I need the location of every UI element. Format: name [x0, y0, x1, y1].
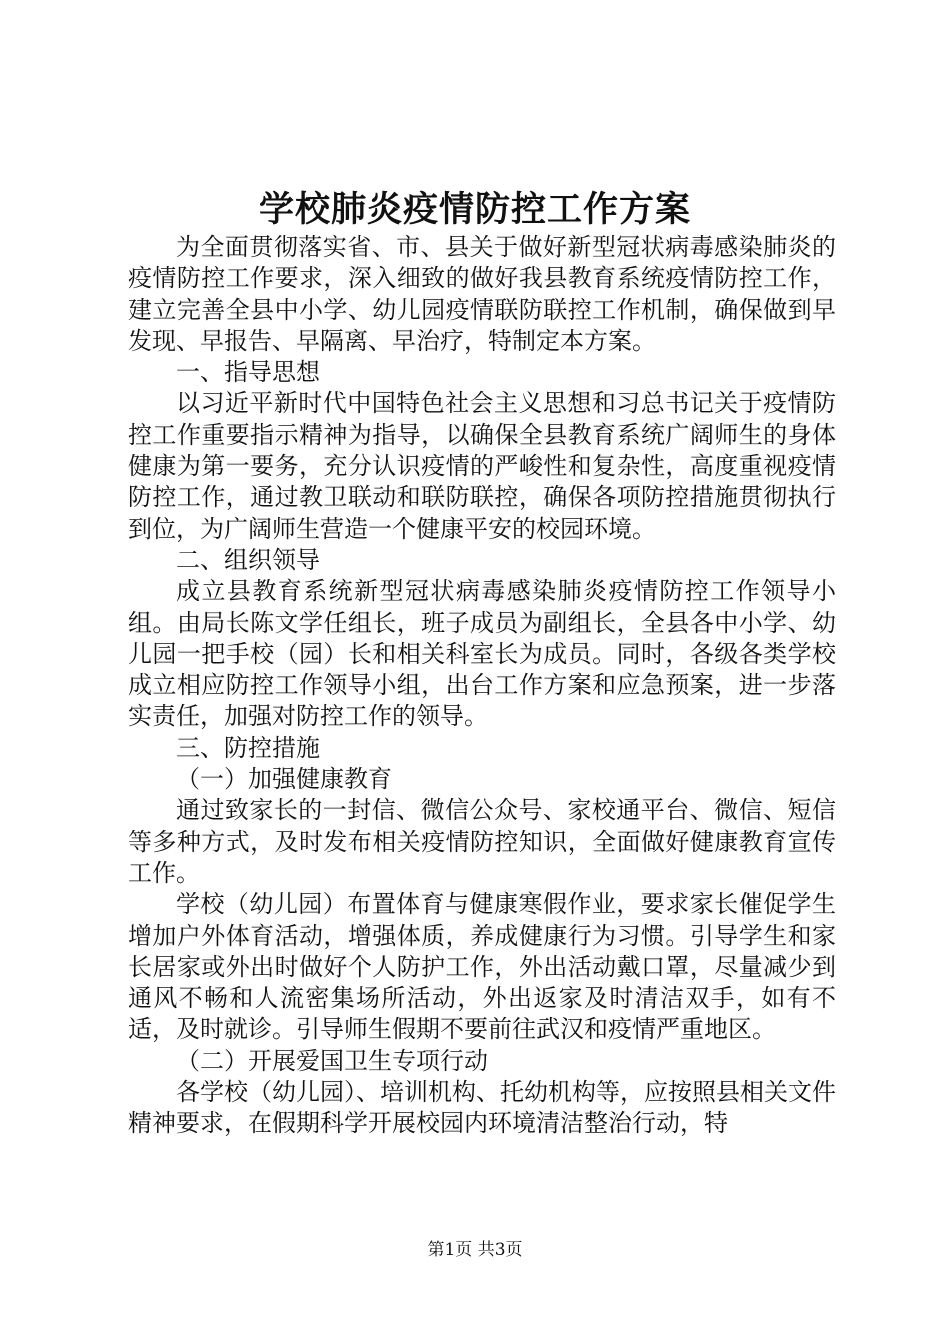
heading-measures: 三、防控措施 [176, 733, 320, 762]
subheading-health-education: （一）加强健康教育 [176, 765, 392, 794]
document-body [128, 232, 836, 1140]
paragraph-health-education-2: 学校（幼儿园）布置体育与健康寒假作业，要求家长催促学生增加户外体育活动，增强体质，养成健康行为习惯。引导学生和家长居家或外出时做好个人防护工作，外出活动戴口罩，尽量减少到通风不畅和人流密集场所活动，外出返家及时清洁双手，如有不适，及时就诊。引导师生假期不要前往武汉和疫情严重地区。 [128, 890, 836, 1044]
heading-guiding-ideology: 一、指导思想 [176, 358, 320, 387]
paragraph-health-education-1: 通过致家长的一封信、微信公众号、家校通平台、微信、短信等多种方式，及时发布相关疫情防控知识，全面做好健康教育宣传工作。 [128, 796, 836, 887]
page-number: 第1页 共3页 [427, 1240, 523, 1260]
paragraph-intro: 为全面贯彻落实省、市、县关于做好新型冠状病毒感染肺炎的疫情防控工作要求，深入细致的做好我县教育系统疫情防控工作，建立完善全县中小学、幼儿园疫情联防联控工作机制，确保做到早发现、早报告、早隔离、早治疗，特制定本方案。 [128, 233, 836, 355]
heading-organization: 二、组织领导 [176, 545, 320, 574]
subheading-sanitation: （二）开展爱国卫生专项行动 [176, 1046, 488, 1075]
paragraph-organization: 成立县教育系统新型冠状病毒感染肺炎疫情防控工作领导小组。由局长陈文学任组长，班子成员为副组长，全县各中小学、幼儿园一把手校（园）长和相关科室长为成员。同时，各级各类学校成立相应防控工作领导小组，出台工作方案和应急预案，进一步落实责任，加强对防控工作的领导。 [128, 577, 836, 731]
document-title: 学校肺炎疫情防控工作方案 [258, 189, 691, 230]
paragraph-guiding-ideology: 以习近平新时代中国特色社会主义思想和习总书记关于疫情防控工作重要指示精神为指导，以确保全县教育系统广阔师生的身体健康为第一要务，充分认识疫情的严峻性和复杂性，高度重视疫情防控工作，通过教卫联动和联防联控，确保各项防控措施贯彻执行到位，为广阔师生营造一个健康平安的校园环境。 [128, 389, 836, 543]
paragraph-sanitation: 各学校（幼儿园）、培训机构、托幼机构等，应按照县相关文件精神要求，在假期科学开展校园内环境清洁整治行动，特 [128, 1078, 836, 1138]
